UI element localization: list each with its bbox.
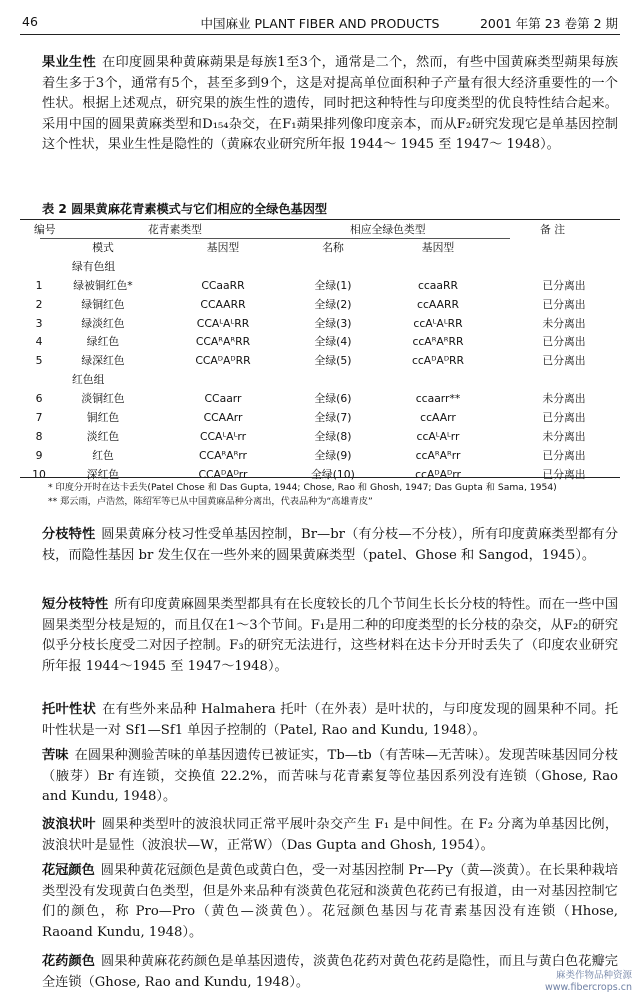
site-watermark: 麻类作物品种资源 www.fibercrops.cn bbox=[545, 970, 632, 993]
paragraph-text: 所有印度黄麻圆果类型都具有在长度较长的几个节间生长长分枝的特性。而在一些中国圆果类型分枝是短的，而且仅在1～3个节间。F₁是用二种的印度类型的长分枝的杂交，从F₂的研究似乎分枝长度受二对因子控制。F₃的研究无法进行，这些材料在达卡分开时丢失了（印度农业研究所年报 1944～1945 至 1947～1948）。 bbox=[42, 597, 619, 674]
table-cell: 已分离出 bbox=[542, 410, 586, 424]
paragraph-text: 在印度圆果种黄麻蒴果是每族1至3个，通常是二个，然而，有些中国黄麻类型蒴果每族着生多于3个，通常有5个，甚至多到9个，这是对提高单位面积种子产量有很大经济重要性的一个性状。根据上述观点，研究果的族生性的遗传，同时把这种特性与印度类型的优良特性结合起来。采用中国的圆果黄麻类型和D₁₅₄杂交，在F₁蒴果排列像印度亲本，而从F₂研究发现它是单基因控制这个性状，果业生性是隐性的（黄麻农业研究所年报 1944～ 1945 至 1947～ 1948）。 bbox=[42, 55, 619, 152]
table-cell: 绿淡红色 bbox=[81, 316, 125, 330]
th-name: 名称 bbox=[322, 240, 344, 254]
table-cell: CCAARR bbox=[200, 297, 246, 311]
table-cell: 全绿(3) bbox=[314, 316, 352, 330]
table-cell: 9 bbox=[35, 448, 43, 462]
section-heading: 短分枝特性 bbox=[42, 597, 109, 612]
th-note: 备 注 bbox=[540, 223, 566, 236]
table-cell: 全绿(9) bbox=[314, 448, 352, 462]
table-cell: 已分离出 bbox=[542, 278, 586, 292]
section-heading: 托叶性状 bbox=[42, 702, 97, 717]
table-row bbox=[20, 314, 620, 333]
table-cell: CCaaRR bbox=[201, 278, 245, 292]
table-cell: 未分离出 bbox=[542, 392, 586, 406]
intro-paragraph bbox=[42, 53, 618, 156]
table-cell: 4 bbox=[35, 335, 43, 349]
table-cell: ccAᴸAᴸRR bbox=[413, 316, 463, 330]
table-cell: 已分离出 bbox=[542, 335, 586, 349]
footnote-2: ** 郑云雨，卢浩然，陈绍军等已从中国黄麻品种分离出，代表品种为“高雄青皮” bbox=[48, 496, 373, 507]
paragraph-branching bbox=[42, 525, 618, 566]
table-cell: 已分离出 bbox=[542, 448, 586, 462]
group-label: 红色组 bbox=[72, 373, 105, 387]
th-mode: 模式 bbox=[92, 240, 114, 254]
paragraph-short-branch bbox=[42, 595, 618, 677]
table-cell: 绿深红色 bbox=[81, 354, 125, 368]
table-cell: 全绿(10) bbox=[311, 467, 355, 481]
paragraph-text: 圆果种黄麻花药颜色是单基因遗传，淡黄色花药对黄色花药是隐性，而且与黄白色花瓣完全连锁（Ghose, Rao and Kundu, 1948）。 bbox=[42, 954, 618, 990]
table-cell: 全绿(5) bbox=[314, 354, 352, 368]
section-heading: 花药颜色 bbox=[42, 954, 96, 969]
th-genotype2: 基因型 bbox=[421, 240, 455, 254]
table-header bbox=[0, 219, 640, 237]
paragraph-text: 在有些外来品种 Halmahera 托叶（在外表）是叶状的，与印度发现的圆果种不同。托叶性状是一对 Sf1—Sf1 单因子控制的（Patel, Rao and Kundu, 1948）。 bbox=[42, 702, 619, 738]
table-cell bbox=[508, 238, 620, 257]
table-cell: ccaarr** bbox=[415, 392, 461, 406]
th-genotype: 基因型 bbox=[206, 240, 240, 254]
paragraph-stipule bbox=[42, 700, 618, 741]
table-bottom-rule bbox=[20, 477, 620, 478]
table-cell: 绿被铜红色* bbox=[73, 278, 133, 292]
table-cell: 全绿(4) bbox=[314, 335, 352, 349]
table-caption: 表 2 圆果黄麻花青素模式与它们相应的全绿色基因型 bbox=[42, 202, 328, 216]
table-cell: ccAᴿAᴿrr bbox=[415, 448, 461, 462]
table-row bbox=[20, 295, 620, 314]
group-row bbox=[20, 370, 620, 389]
table-cell: 已分离出 bbox=[542, 467, 586, 481]
table-cell: 未分离出 bbox=[542, 316, 586, 330]
table-cell: 绿红色 bbox=[86, 335, 120, 349]
table-cell: 6 bbox=[35, 392, 43, 406]
table-cell: CCAᴸAᴸRR bbox=[196, 316, 250, 330]
table-cell bbox=[20, 257, 58, 276]
section-heading: 分枝特性 bbox=[42, 527, 96, 542]
group-label: 绿有色组 bbox=[72, 259, 116, 273]
table-cell: 全绿(8) bbox=[314, 429, 352, 443]
paragraph-text: 在圆果种测验苦味的单基因遗传已被证实，Tb—tb（有苦味—无苦味）。发现苦味基因同分枝（腋芽）Br 有连锁，交换值 22.2%，而苦味与花青素复等位基因系列没有连锁（Ghose, Rao and Kundu, 1948）。 bbox=[42, 748, 618, 804]
issue-info: 2001 年第 23 卷第 2 期 bbox=[479, 16, 618, 31]
table-cell: ccAARR bbox=[417, 297, 459, 311]
table-cell: 全绿(7) bbox=[314, 410, 352, 424]
section-heading: 果业生性 bbox=[42, 55, 96, 70]
table-cell: 未分离出 bbox=[542, 429, 586, 443]
paragraph-bitterness bbox=[42, 746, 618, 808]
table-cell: 1 bbox=[35, 278, 43, 292]
table-row bbox=[20, 389, 620, 408]
paragraph-corolla-color bbox=[42, 861, 618, 943]
table-row bbox=[20, 446, 620, 465]
table-cell: 淡铜红色 bbox=[81, 392, 125, 406]
table-cell: ccAᴰAᴰRR bbox=[411, 354, 465, 368]
section-heading: 苦味 bbox=[42, 748, 69, 763]
table-cell: 全绿(2) bbox=[314, 297, 352, 311]
table-cell: 2 bbox=[35, 297, 43, 311]
table-cell: 已分离出 bbox=[542, 354, 586, 368]
table-cell: CCaarr bbox=[204, 392, 242, 406]
table-cell: 3 bbox=[35, 316, 43, 330]
table-cell: 5 bbox=[35, 354, 43, 368]
table-cell: ccAᴰAᴰrr bbox=[415, 467, 461, 481]
paragraph-anther-color bbox=[42, 952, 618, 993]
page-number: 46 bbox=[22, 14, 38, 29]
table-cell: ccAᴸAᴸrr bbox=[416, 429, 460, 443]
table-cell bbox=[20, 370, 58, 389]
table-row bbox=[20, 351, 620, 370]
table-cell: ccAArr bbox=[420, 410, 456, 424]
table-cell: CCAᴰAᴰRR bbox=[195, 354, 251, 368]
table-cell: 全绿(1) bbox=[314, 278, 352, 292]
th-no: 编号 bbox=[34, 223, 56, 236]
genotype-table bbox=[20, 238, 620, 484]
table-cell: CCAᴸAᴸrr bbox=[199, 429, 247, 443]
paragraph-wavy-leaf bbox=[42, 815, 618, 856]
table-row bbox=[20, 332, 620, 351]
table-cell: ccaaRR bbox=[417, 278, 459, 292]
table-cell: 淡红色 bbox=[86, 429, 120, 443]
section-heading: 波浪状叶 bbox=[42, 817, 96, 832]
table-cell: 已分离出 bbox=[542, 297, 586, 311]
table-cell: 深红色 bbox=[86, 467, 120, 481]
table-row bbox=[20, 408, 620, 427]
running-header bbox=[22, 14, 618, 34]
th-anthocyanin: 花青素类型 bbox=[148, 223, 202, 236]
paragraph-text: 圆果种类型叶的波浪状同正常平展叶杂交产生 F₁ 是中间性。在 F₂ 分离为单基因比例，波浪状叶是显性（波浪状—W，正常W）（Das Gupta and Ghosh, 1954）。 bbox=[42, 817, 619, 853]
table-row bbox=[20, 276, 620, 295]
table-subheader-row bbox=[20, 238, 620, 257]
table-cell: CCAᴿAᴿRR bbox=[195, 335, 251, 349]
group-row bbox=[20, 257, 620, 276]
table-cell: 全绿(6) bbox=[314, 392, 352, 406]
journal-title: 中国麻业 PLANT FIBER AND PRODUCTS bbox=[200, 16, 440, 31]
table-cell: 铜红色 bbox=[86, 410, 120, 424]
table-cell: 7 bbox=[35, 410, 43, 424]
table-cell: CCAᴰAᴰrr bbox=[198, 467, 248, 481]
table-cell: 绿铜红色 bbox=[81, 297, 125, 311]
table-cell: ccAᴿAᴿRR bbox=[412, 335, 464, 349]
table-cell: CCAᴿAᴿrr bbox=[199, 448, 247, 462]
table-cell bbox=[20, 238, 58, 257]
paragraph-text: 圆果黄麻分枝习性受单基因控制，Br—br（有分枝—不分枝），所有印度黄麻类型都有分枝，而隐性基因 br 发生仅在一些外来的圆果黄麻类型（patel、Ghose 和 Sangod，1945）。 bbox=[42, 527, 619, 563]
th-green: 相应全绿色类型 bbox=[350, 223, 426, 236]
table-cell: 8 bbox=[35, 429, 43, 443]
table-footnotes bbox=[48, 481, 618, 509]
table-cell: 10 bbox=[32, 467, 46, 481]
table-cell: 红色 bbox=[92, 448, 114, 462]
table-row bbox=[20, 427, 620, 446]
footnote-1: * 印度分开时在达卡丢失(Patel Chose 和 Das Gupta, 1944; Chose, Rao 和 Ghosh, 1947; Das Gupta 和 Sama, 1954) bbox=[48, 482, 557, 493]
header-rule bbox=[20, 34, 620, 35]
section-heading: 花冠颜色 bbox=[42, 863, 95, 878]
table-cell: CCAArr bbox=[203, 410, 243, 424]
paragraph-text: 圆果种黄花冠颜色是黄色或黄白色，受一对基因控制 Pr—Py（黄—淡黄）。在长果种栽培类型没有发现黄白色类型，但是外来品种有淡黄色花冠和淡黄色花药已有报道，由一对基因控制它们的颜色，称 Pro—Pro（黄色—淡黄色）。花冠颜色基因与花青素基因没有连锁（Hhose, Raoand Kundu, 1948）。 bbox=[42, 863, 619, 940]
